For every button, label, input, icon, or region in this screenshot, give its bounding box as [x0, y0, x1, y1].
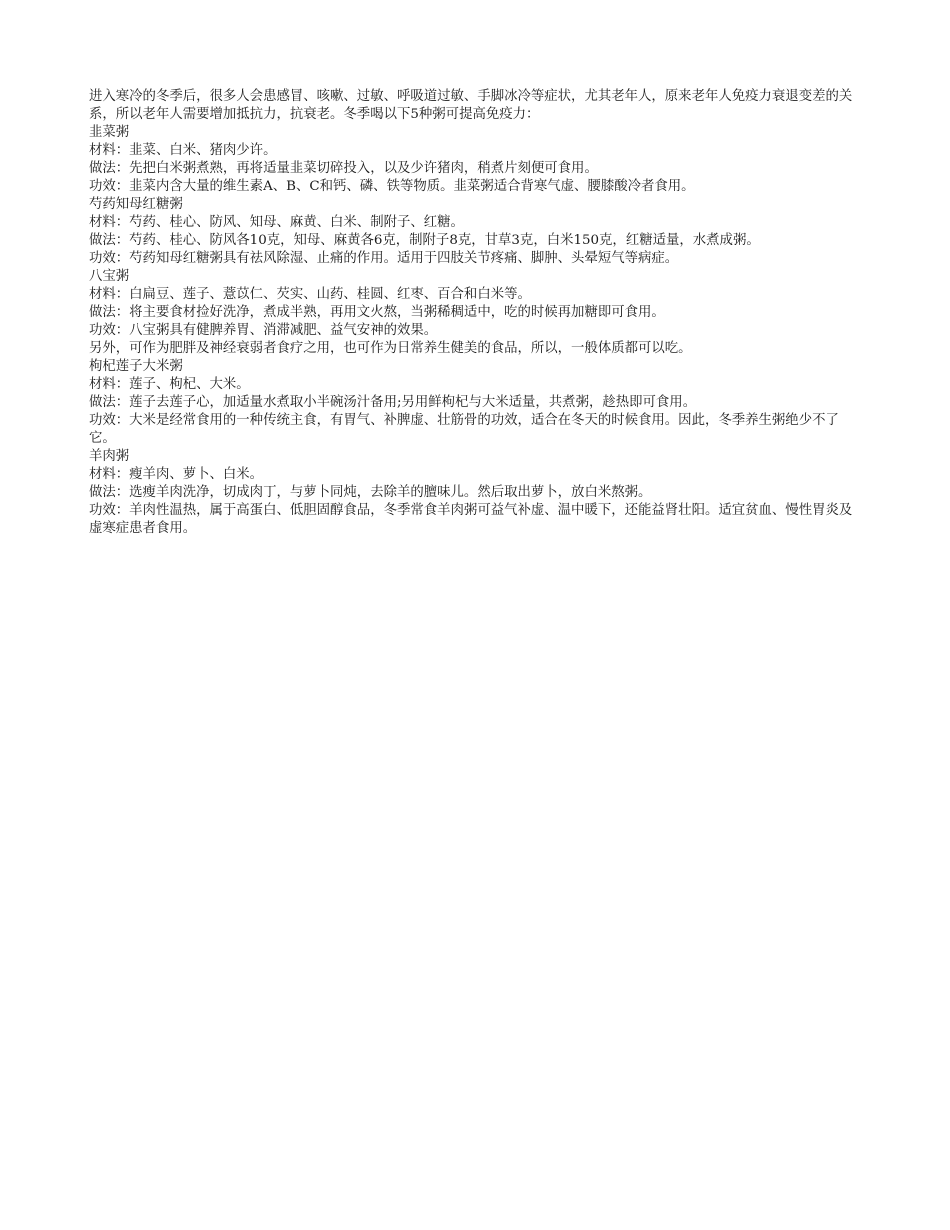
recipe-effect: 功效：韭菜内含大量的维生素A、B、C和钙、磷、铁等物质。韭菜粥适合背寒气虚、腰膝酸冷者食用。	[89, 179, 695, 194]
recipe-title-mutton-porridge: 羊肉粥	[89, 449, 130, 464]
recipe-method: 做法：莲子去莲子心，加适量水煮取小半碗汤汁备用;另用鲜枸杞与大米适量，共煮粥，趁热即可食用。	[89, 395, 697, 410]
recipe-title-peony-porridge: 芍药知母红糖粥	[89, 197, 183, 212]
recipe-effect: 功效：大米是经常食用的一种传统主食，有胃气、补脾虚、壮筋骨的功效，适合在冬天的时候食用。因此，冬季养生粥绝少不了它。	[89, 413, 839, 446]
recipe-title-wolfberry-lotus-porridge: 枸杞莲子大米粥	[89, 359, 183, 374]
recipe-method: 做法：芍药、桂心、防风各10克，知母、麻黄各6克，制附子8克，甘草3克，白米150克，红糖适量，水煮成粥。	[89, 233, 760, 248]
recipe-ingredients: 材料：芍药、桂心、防风、知母、麻黄、白米、制附子、红糖。	[89, 215, 464, 230]
recipe-ingredients: 材料：瘦羊肉、萝卜、白米。	[89, 467, 264, 482]
recipe-effect: 功效：八宝粥具有健脾养胃、消滞减肥、益气安神的效果。	[89, 323, 438, 338]
intro-paragraph: 进入寒冷的冬季后，很多人会患感冒、咳嗽、过敏、呼吸道过敏、手脚冰冷等症状，尤其老年人，原来老年人免疫力衰退变差的关系，所以老年人需要增加抵抗力，抗衰老。冬季喝以下5种粥可提高免疫力：	[89, 89, 853, 122]
recipe-note: 另外，可作为肥胖及神经衰弱者食疗之用，也可作为日常养生健美的食品，所以，一般体质都可以吃。	[89, 341, 692, 356]
recipe-method: 做法：选瘦羊肉洗净，切成肉丁，与萝卜同炖，去除羊的膻味儿。然后取出萝卜，放白米熬粥。	[89, 485, 652, 500]
recipe-ingredients: 材料：韭菜、白米、猪肉少许。	[89, 143, 277, 158]
recipe-title-eight-treasure-porridge: 八宝粥	[89, 269, 130, 284]
recipe-method: 做法：将主要食材捡好洗净，煮成半熟，再用文火熬，当粥稀稠适中，吃的时候再加糖即可食用。	[89, 305, 665, 320]
recipe-effect: 功效：芍药知母红糖粥具有祛风除湿、止痛的作用。适用于四肢关节疼痛、脚肿、头晕短气等病症。	[89, 251, 679, 266]
recipe-ingredients: 材料：白扁豆、莲子、薏苡仁、芡实、山药、桂圆、红枣、百合和白米等。	[89, 287, 531, 302]
recipe-title-leek-porridge: 韭菜粥	[89, 125, 130, 140]
recipe-effect: 功效：羊肉性温热，属于高蛋白、低胆固醇食品，冬季常食羊肉粥可益气补虚、温中暖下，还能益肾壮阳。适宜贫血、慢性胃炎及虚寒症患者食用。	[89, 503, 853, 536]
recipe-ingredients: 材料：莲子、枸杞、大米。	[89, 377, 250, 392]
recipe-method: 做法：先把白米粥煮熟，再将适量韭菜切碎投入，以及少许猪肉，稍煮片刻便可食用。	[89, 161, 598, 176]
